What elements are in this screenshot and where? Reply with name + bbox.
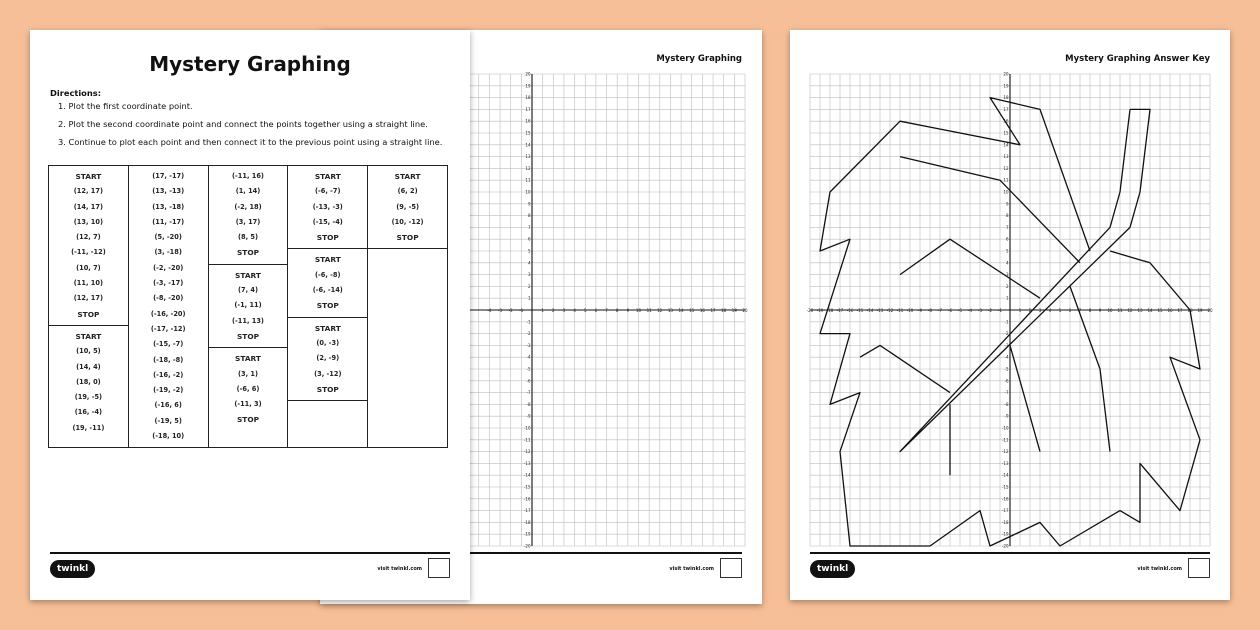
y-tick-label: 13 bbox=[525, 154, 531, 160]
x-tick-label: -1 bbox=[998, 308, 1002, 313]
x-tick-label: -5 bbox=[958, 308, 962, 313]
y-tick-label: 18 bbox=[1003, 95, 1009, 101]
coordinate-block bbox=[209, 347, 288, 430]
y-tick-label: -7 bbox=[1004, 390, 1009, 396]
answer-key-page bbox=[790, 30, 1230, 600]
y-tick-label: -6 bbox=[526, 378, 531, 384]
y-tick-label: 17 bbox=[1003, 106, 1009, 112]
y-tick-label: -2 bbox=[526, 331, 531, 337]
twinkl-logo: twinkl bbox=[810, 560, 855, 578]
y-tick-label: 2 bbox=[1005, 283, 1009, 289]
x-tick-label: 9 bbox=[1098, 308, 1102, 313]
answer-key-title: Mystery Graphing Answer Key bbox=[1065, 54, 1210, 64]
x-tick-label: 4 bbox=[573, 308, 576, 313]
x-tick-label: -7 bbox=[938, 308, 942, 313]
coordinate-pair: (14, 17) bbox=[73, 202, 103, 211]
coordinate-pair: (-17, -12) bbox=[150, 324, 186, 333]
x-tick-label: 6 bbox=[594, 308, 598, 313]
coordinate-pair: (-8, -20) bbox=[153, 294, 184, 303]
stop-label: STOP bbox=[316, 384, 339, 394]
y-tick-label: 7 bbox=[1005, 224, 1009, 230]
coordinate-block bbox=[288, 400, 367, 429]
x-tick-label: 5 bbox=[1058, 308, 1062, 313]
coordinate-pair: (11, -17) bbox=[152, 217, 185, 226]
coordinate-block bbox=[129, 166, 208, 447]
coordinate-pair: (12, 7) bbox=[76, 233, 101, 242]
coordinate-pair: (19, -11) bbox=[72, 423, 105, 432]
y-tick-label: 16 bbox=[525, 118, 531, 124]
y-tick-label: -17 bbox=[523, 508, 531, 514]
x-tick-label: 13 bbox=[1137, 308, 1143, 313]
x-tick-label: -4 bbox=[968, 308, 972, 313]
stop-label: STOP bbox=[236, 331, 260, 341]
x-tick-label: 20 bbox=[1207, 308, 1213, 313]
y-tick-label: -13 bbox=[1001, 460, 1009, 466]
y-tick-label: -20 bbox=[523, 543, 531, 549]
x-tick-label: 18 bbox=[1187, 308, 1193, 313]
worksheet-page bbox=[30, 30, 470, 600]
y-tick-label: 19 bbox=[525, 83, 531, 89]
stop-label: STOP bbox=[316, 301, 339, 311]
start-label: START bbox=[75, 172, 102, 181]
y-tick-label: -4 bbox=[1004, 354, 1009, 360]
x-tick-label: -4 bbox=[487, 308, 492, 313]
y-tick-label: -1 bbox=[526, 319, 531, 325]
x-tick-label: 19 bbox=[1197, 308, 1203, 313]
y-tick-label: -18 bbox=[1001, 519, 1009, 525]
y-tick-label: -9 bbox=[1004, 413, 1009, 419]
coordinate-pair: (12, 17) bbox=[73, 294, 103, 303]
coordinate-pair: (-16, -2) bbox=[153, 370, 184, 379]
x-tick-label: 19 bbox=[731, 308, 737, 313]
y-tick-label: -13 bbox=[523, 460, 531, 466]
start-label: START bbox=[314, 172, 341, 181]
coordinate-pair: (13, -18) bbox=[152, 202, 185, 211]
start-label: START bbox=[235, 354, 261, 364]
coordinate-pair: (-13, -3) bbox=[312, 202, 343, 211]
coordinate-pair: (-11, 3) bbox=[234, 400, 262, 409]
table-column bbox=[128, 166, 208, 448]
x-tick-label: 13 bbox=[667, 308, 673, 313]
y-tick-label: 12 bbox=[1003, 165, 1009, 171]
footer-link[interactable]: visit twinkl.com bbox=[377, 566, 422, 572]
x-tick-label: 10 bbox=[635, 308, 642, 313]
y-tick-label: 9 bbox=[527, 201, 531, 207]
x-tick-label: -12 bbox=[886, 308, 894, 313]
coordinate-pair: (3, -12) bbox=[314, 369, 342, 378]
start-label: START bbox=[314, 323, 341, 333]
coordinate-pair: (-16, 6) bbox=[154, 401, 182, 410]
y-tick-label: 18 bbox=[525, 95, 531, 101]
coordinate-pair: (-11, -12) bbox=[71, 248, 106, 257]
x-tick-label: 1 bbox=[1018, 308, 1022, 313]
y-tick-label: 16 bbox=[1003, 118, 1009, 124]
y-tick-label: 14 bbox=[1003, 142, 1009, 148]
y-tick-label: -14 bbox=[523, 472, 531, 478]
x-tick-label: 5 bbox=[583, 308, 587, 313]
footer-divider bbox=[50, 552, 450, 554]
coordinate-pair: (-18, 10) bbox=[152, 432, 185, 441]
x-tick-label: -6 bbox=[948, 308, 952, 313]
x-tick-label: 7 bbox=[605, 308, 608, 313]
coordinate-pair: (17, -17) bbox=[152, 172, 185, 180]
coordinate-pair: (3, 1) bbox=[237, 369, 258, 378]
y-tick-label: 15 bbox=[1003, 130, 1009, 136]
y-tick-label: 8 bbox=[1005, 213, 1009, 219]
coordinate-pair: (19, -5) bbox=[74, 393, 103, 402]
y-tick-label: 19 bbox=[1003, 83, 1009, 89]
y-tick-label: 5 bbox=[527, 248, 531, 254]
y-tick-label: -19 bbox=[523, 531, 531, 537]
x-tick-label: 16 bbox=[1167, 308, 1173, 313]
x-tick-label: 14 bbox=[678, 308, 684, 313]
coordinate-pair: (8, 5) bbox=[237, 233, 258, 242]
x-tick-label: -14 bbox=[866, 308, 874, 313]
coordinate-pair: (0, -3) bbox=[316, 338, 340, 347]
coordinate-pair: (-19, 5) bbox=[154, 416, 182, 425]
y-tick-label: -1 bbox=[1004, 319, 1009, 325]
x-tick-label: 9 bbox=[626, 308, 630, 313]
table-column bbox=[368, 166, 448, 448]
page-title: Mystery Graphing bbox=[149, 52, 351, 76]
direction-step: 1. Plot the first coordinate point. bbox=[58, 101, 193, 111]
y-tick-label: 2 bbox=[527, 283, 531, 289]
coordinate-pair: (-6, -8) bbox=[315, 270, 341, 279]
y-tick-label: 13 bbox=[1003, 154, 1009, 160]
direction-step: 3. Continue to plot each point and then connect it to the previous point using a straight line. bbox=[58, 137, 443, 147]
y-tick-label: -15 bbox=[1001, 484, 1009, 490]
x-tick-label: 3 bbox=[1038, 308, 1042, 313]
y-tick-label: -8 bbox=[526, 401, 531, 407]
y-tick-label: 1 bbox=[1005, 295, 1009, 301]
coordinate-block bbox=[368, 166, 447, 248]
y-tick-label: -12 bbox=[523, 449, 531, 455]
y-tick-label: -15 bbox=[523, 484, 531, 490]
coordinate-pair: (-2, 18) bbox=[234, 202, 262, 211]
x-tick-label: -1 bbox=[519, 308, 524, 313]
y-tick-label: 1 bbox=[527, 295, 531, 301]
coordinate-block bbox=[288, 317, 367, 400]
x-tick-label: -16 bbox=[846, 308, 854, 313]
y-tick-label: -2 bbox=[1004, 331, 1009, 337]
coordinate-pair: (-6, -14) bbox=[312, 286, 343, 295]
y-tick-label: 3 bbox=[527, 272, 531, 278]
y-tick-label: -10 bbox=[523, 425, 531, 431]
y-tick-label: 8 bbox=[527, 213, 531, 219]
x-tick-label: 2 bbox=[552, 308, 555, 313]
badge-icon bbox=[428, 558, 450, 578]
footer-link[interactable]: visit twinkl.com bbox=[1137, 566, 1182, 572]
coordinates-table bbox=[48, 165, 448, 448]
y-tick-label: -11 bbox=[523, 437, 531, 443]
x-tick-label: -13 bbox=[876, 308, 884, 313]
badge-icon bbox=[1188, 558, 1210, 578]
x-tick-label: 12 bbox=[1127, 308, 1133, 313]
coordinate-pair: (10, 5) bbox=[76, 347, 101, 356]
start-label: START bbox=[314, 255, 341, 265]
y-tick-label: -4 bbox=[526, 354, 531, 360]
coordinate-pair: (-2, -20) bbox=[153, 263, 184, 272]
y-tick-label: 4 bbox=[527, 260, 531, 266]
y-tick-label: -3 bbox=[526, 342, 531, 348]
x-tick-label: -17 bbox=[836, 308, 844, 313]
coordinate-block bbox=[209, 166, 288, 264]
y-tick-label: -20 bbox=[1001, 543, 1009, 549]
y-tick-label: 17 bbox=[525, 106, 531, 112]
x-tick-label: 10 bbox=[1107, 308, 1113, 313]
x-tick-label: 8 bbox=[1088, 308, 1092, 313]
coordinate-block bbox=[288, 166, 367, 248]
y-tick-label: -16 bbox=[1001, 496, 1009, 502]
y-tick-label: -18 bbox=[523, 519, 531, 525]
stop-label: STOP bbox=[316, 233, 339, 243]
x-tick-label: 4 bbox=[1048, 308, 1052, 313]
badge-icon bbox=[720, 558, 742, 578]
x-tick-label: 15 bbox=[689, 308, 695, 313]
coordinate-pair: (6, 2) bbox=[397, 187, 418, 196]
x-tick-label: 7 bbox=[1078, 308, 1082, 313]
start-label: START bbox=[235, 270, 261, 280]
y-tick-label: -8 bbox=[1004, 401, 1009, 407]
stop-label: STOP bbox=[236, 415, 260, 425]
coordinate-block bbox=[288, 248, 367, 316]
y-tick-label: -3 bbox=[1004, 342, 1009, 348]
start-label: START bbox=[75, 331, 102, 341]
y-tick-label: -12 bbox=[1001, 449, 1009, 455]
x-tick-label: 15 bbox=[1157, 308, 1163, 313]
coordinate-pair: (11, 10) bbox=[73, 279, 103, 288]
coordinate-block bbox=[49, 325, 128, 439]
x-tick-label: 8 bbox=[615, 308, 619, 313]
coordinate-pair: (7, 4) bbox=[237, 286, 258, 295]
y-tick-label: -14 bbox=[1001, 472, 1009, 478]
y-tick-label: -7 bbox=[526, 390, 531, 396]
table-column bbox=[208, 166, 288, 448]
x-tick-label: -15 bbox=[856, 308, 864, 313]
y-tick-label: -10 bbox=[1001, 425, 1009, 431]
coordinate-pair: (2, -9) bbox=[316, 354, 340, 363]
y-tick-label: -19 bbox=[1001, 531, 1009, 537]
coordinate-pair: (-15, -4) bbox=[312, 217, 343, 226]
y-tick-label: 10 bbox=[525, 189, 531, 195]
footer-divider bbox=[810, 552, 1210, 554]
x-tick-label: -19 bbox=[816, 308, 824, 313]
y-tick-label: 9 bbox=[1005, 201, 1009, 207]
y-tick-label: 11 bbox=[525, 177, 531, 183]
table-column bbox=[288, 166, 368, 448]
answer-key-grid bbox=[790, 30, 1230, 550]
coordinate-pair: (-11, 13) bbox=[232, 316, 264, 325]
coordinate-pair: (12, 17) bbox=[73, 187, 103, 196]
y-tick-label: 4 bbox=[1005, 260, 1009, 266]
y-tick-label: -11 bbox=[1001, 437, 1009, 443]
y-tick-label: 10 bbox=[1003, 189, 1009, 195]
coordinate-pair: (3, -18) bbox=[154, 248, 182, 257]
coordinate-pair: (13, -13) bbox=[152, 187, 185, 196]
x-tick-label: -18 bbox=[826, 308, 834, 313]
x-tick-label: 20 bbox=[742, 308, 748, 313]
graph-title: Mystery Graphing bbox=[656, 54, 742, 64]
coordinate-pair: (-6, 6) bbox=[236, 384, 260, 393]
y-tick-label: 15 bbox=[525, 130, 531, 136]
x-tick-label: 17 bbox=[1177, 308, 1183, 313]
stop-label: STOP bbox=[396, 233, 419, 243]
coordinate-pair: (-3, -17) bbox=[153, 279, 184, 288]
coordinate-block bbox=[368, 248, 447, 277]
y-tick-label: -17 bbox=[1001, 508, 1009, 514]
coordinate-pair: (1, 14) bbox=[235, 187, 261, 196]
coordinate-pair: (-16, -20) bbox=[150, 309, 186, 318]
y-tick-label: -9 bbox=[526, 413, 531, 419]
answer-line bbox=[1010, 345, 1040, 451]
x-tick-label: -2 bbox=[988, 308, 992, 313]
coordinate-pair: (9, -5) bbox=[396, 202, 419, 211]
coordinate-pair: (10, -12) bbox=[391, 217, 424, 226]
twinkl-logo: twinkl bbox=[50, 560, 95, 578]
y-tick-label: 6 bbox=[1005, 236, 1009, 242]
y-tick-label: 11 bbox=[1003, 177, 1009, 183]
coordinate-pair: (5, -20) bbox=[154, 233, 182, 242]
x-tick-label: 11 bbox=[646, 308, 652, 313]
x-tick-label: 18 bbox=[721, 308, 727, 313]
x-tick-label: -3 bbox=[498, 308, 503, 313]
coordinate-pair: (-15, -7) bbox=[153, 340, 184, 349]
y-tick-label: 20 bbox=[1003, 71, 1009, 77]
coordinate-pair: (-1, 11) bbox=[234, 301, 262, 310]
table-column bbox=[49, 166, 129, 448]
x-tick-label: -3 bbox=[978, 308, 982, 313]
x-tick-label: 11 bbox=[1117, 308, 1123, 313]
coordinate-block bbox=[49, 166, 128, 325]
y-tick-label: 3 bbox=[1005, 272, 1009, 278]
coordinate-block bbox=[209, 264, 288, 347]
x-tick-label: -2 bbox=[508, 308, 513, 313]
coordinate-pair: (-18, -8) bbox=[153, 355, 184, 364]
coordinate-pair: (16, -4) bbox=[74, 408, 103, 417]
direction-step: 2. Plot the second coordinate point and connect the points together using a straight line. bbox=[58, 119, 428, 129]
footer-link[interactable]: visit twinkl.com bbox=[669, 566, 714, 572]
y-tick-label: 5 bbox=[1005, 248, 1009, 254]
y-tick-label: 12 bbox=[525, 165, 531, 171]
y-tick-label: 20 bbox=[525, 71, 531, 77]
start-label: START bbox=[394, 172, 421, 181]
x-tick-label: 1 bbox=[541, 308, 544, 313]
directions-heading: Directions: bbox=[50, 88, 102, 98]
coordinate-pair: (18, 0) bbox=[76, 377, 101, 386]
coordinate-pair: (-19, -2) bbox=[153, 386, 184, 395]
y-tick-label: 14 bbox=[525, 142, 531, 148]
x-tick-label: 14 bbox=[1147, 308, 1153, 313]
y-tick-label: -16 bbox=[523, 496, 531, 502]
y-tick-label: -5 bbox=[526, 366, 531, 372]
y-tick-label: 6 bbox=[527, 236, 531, 242]
coordinate-pair: (-11, 16) bbox=[232, 172, 264, 180]
x-tick-label: 2 bbox=[1028, 308, 1032, 313]
y-tick-label: -5 bbox=[1004, 366, 1009, 372]
coordinate-pair: (14, 4) bbox=[76, 362, 101, 371]
x-tick-label: 6 bbox=[1068, 308, 1072, 313]
x-tick-label: 12 bbox=[657, 308, 663, 313]
stop-label: STOP bbox=[236, 248, 260, 258]
x-tick-label: -10 bbox=[906, 308, 914, 313]
x-tick-label: 3 bbox=[562, 308, 566, 313]
coordinate-pair: (-6, -7) bbox=[315, 187, 341, 196]
stop-label: STOP bbox=[77, 309, 100, 319]
x-tick-label: 17 bbox=[710, 308, 716, 313]
coordinate-pair: (13, 10) bbox=[73, 217, 103, 226]
coordinate-pair: (10, 7) bbox=[76, 263, 101, 272]
x-tick-label: 16 bbox=[699, 308, 705, 313]
y-tick-label: -6 bbox=[1004, 378, 1009, 384]
x-tick-label: -20 bbox=[806, 308, 814, 313]
directions bbox=[50, 88, 442, 155]
x-tick-label: -9 bbox=[918, 308, 922, 313]
y-tick-label: 7 bbox=[527, 224, 531, 230]
coordinate-pair: (3, 17) bbox=[235, 217, 261, 226]
x-tick-label: -8 bbox=[928, 308, 932, 313]
x-tick-label: -11 bbox=[896, 308, 904, 313]
